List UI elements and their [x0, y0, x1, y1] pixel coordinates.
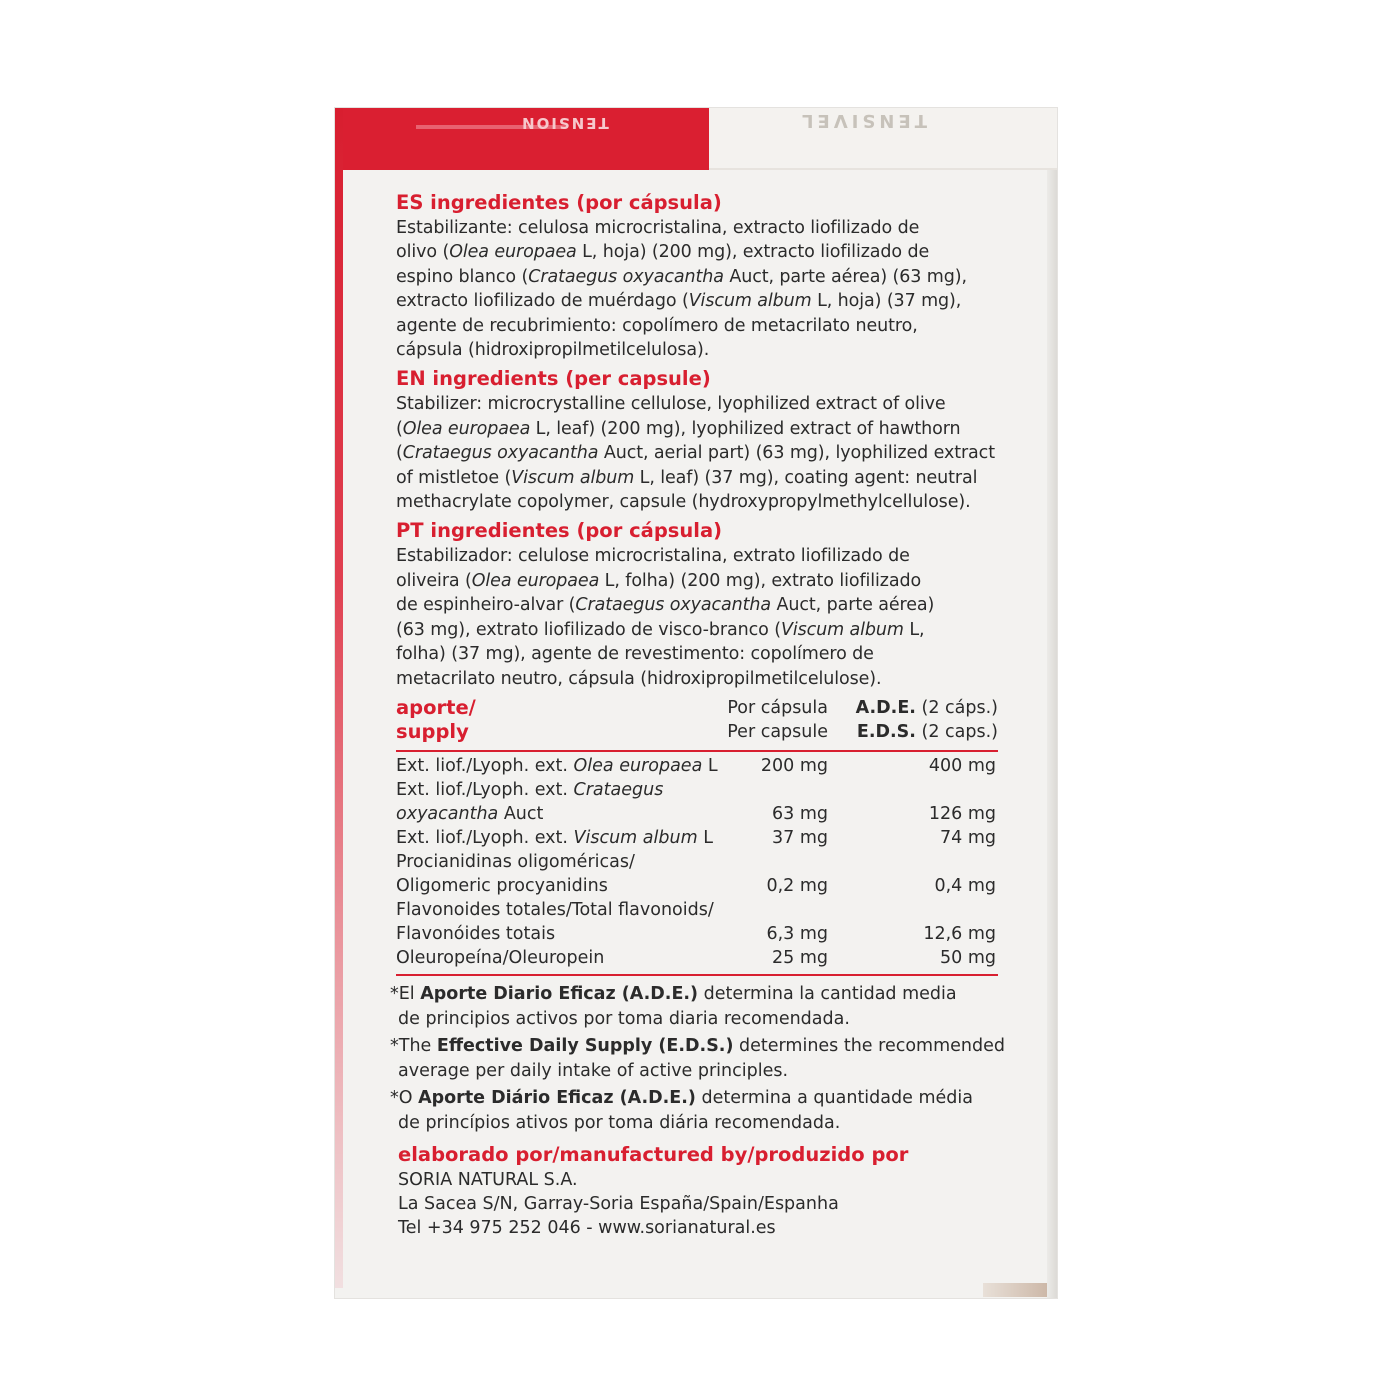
table-row: [396, 898, 998, 946]
footnote-line: *El Aporte Diario Eficaz (A.D.E.) determina la cantidad media: [390, 984, 957, 1004]
text-line: cápsula (hidroxipropilmetilcelulosa).: [396, 340, 710, 361]
text-line: (Crataegus oxyacantha Auct, aerial part) (63 mg), lyophilized extract: [396, 443, 995, 464]
text-line: (63 mg), extrato liofilizado de visco-branco (Viscum album L,: [396, 619, 925, 640]
row-label: Flavonóides totais: [396, 924, 556, 944]
per-capsule-value: 37 mg: [772, 828, 828, 848]
daily-supply-value: 126 mg: [928, 804, 996, 824]
table-row: [396, 850, 998, 898]
per-capsule-value: 0,2 mg: [766, 876, 828, 896]
footnote: [390, 982, 1010, 1032]
daily-supply-value: 12,6 mg: [923, 924, 996, 944]
flap-red-text: TENSION: [520, 114, 609, 132]
manufacturer-address: La Sacea S/N, Garray-Soria España/Spain/Espanha: [398, 1194, 839, 1214]
text-line: methacrylate copolymer, capsule (hydroxypropylmethylcellulose).: [396, 492, 971, 513]
section-text: [396, 392, 1006, 514]
text-line: agente de recubrimiento: copolímero de metacrilato neutro,: [396, 315, 918, 336]
supply-table: [396, 696, 998, 976]
table-row: [396, 778, 998, 826]
per-capsule-value: 200 mg: [760, 756, 828, 776]
footnote-line: de principios activos por toma diaria recomendada.: [398, 1009, 850, 1029]
daily-supply-value: 74 mg: [940, 828, 996, 848]
box-side-shade: [1047, 108, 1057, 1298]
flap-brand-text: TENSIVEL: [798, 110, 927, 131]
red-side-edge: [335, 108, 343, 1288]
per-capsule-value: 63 mg: [772, 804, 828, 824]
section-text: [396, 544, 1006, 690]
table-bottom-rule: [396, 974, 998, 976]
section-heading: ES ingredientes (por cápsula): [396, 191, 722, 214]
footnote-line: average per daily intake of active principles.: [398, 1061, 789, 1081]
section-heading: PT ingredientes (por cápsula): [396, 519, 723, 543]
row-label: Ext. liof./Lyoph. ext. Crataegus: [396, 780, 664, 800]
footnote-line: de princípios ativos por toma diária recomendada.: [398, 1113, 841, 1133]
daily-supply-value: 400 mg: [928, 756, 996, 776]
row-label: Ext. liof./Lyoph. ext. Viscum album L: [396, 828, 713, 848]
per-capsule-value: 6,3 mg: [766, 924, 828, 944]
row-label: Oligomeric procyanidins: [396, 876, 608, 896]
text-line: de espinheiro-alvar (Crataegus oxyacantha Auct, parte aérea): [396, 595, 935, 616]
manufacturer-contact: Tel +34 975 252 046 - www.sorianatural.es: [398, 1218, 776, 1238]
daily-supply-column-header: A.D.E. (2 cáps.) E.D.S. (2 caps.): [855, 698, 998, 742]
footnote-line: *The Effective Daily Supply (E.D.S.) determines the recommended: [390, 1036, 1005, 1056]
box-bottom-edge: [983, 1283, 1047, 1297]
daily-supply-value: 50 mg: [940, 948, 996, 968]
text-line: espino blanco (Crataegus oxyacantha Auct, parte aérea) (63 mg),: [396, 266, 967, 287]
text-line: folha) (37 mg), agente de revestimento: copolímero de: [396, 644, 874, 665]
section-text: [396, 216, 1006, 362]
text-line: (Olea europaea L, leaf) (200 mg), lyophilized extract of hawthorn: [396, 418, 961, 439]
ingredients-block: [396, 190, 1006, 695]
per-capsule-column-header: Por cápsula Per capsule: [727, 698, 828, 742]
text-line: Stabilizer: microcrystalline cellulose, lyophilized extract of olive: [396, 394, 946, 415]
text-line: metacrilato neutro, cápsula (hidroxipropilmetilcelulose).: [396, 668, 882, 689]
manufacturer-heading: elaborado por/manufactured by/produzido por: [398, 1143, 909, 1166]
text-line: of mistletoe (Viscum album L, leaf) (37 mg), coating agent: neutral: [396, 467, 978, 488]
row-label: oxyacantha Auct: [396, 804, 544, 824]
text-line: extracto liofilizado de muérdago (Viscum album L, hoja) (37 mg),: [396, 291, 962, 312]
manufacturer-name: SORIA NATURAL S.A.: [398, 1170, 578, 1190]
text-line: Estabilizador: celulose microcristalina, extrato liofilizado de: [396, 546, 910, 567]
supply-table-body: [396, 752, 998, 970]
row-label: Procianidinas oligoméricas/: [396, 852, 635, 872]
row-label: Ext. liof./Lyoph. ext. Olea europaea L: [396, 756, 718, 776]
daily-supply-value: 0,4 mg: [934, 876, 996, 896]
text-line: olivo (Olea europaea L, hoja) (200 mg), extracto liofilizado de: [396, 242, 930, 263]
row-label: Oleuropeína/Oleuropein: [396, 948, 605, 968]
table-row: [396, 754, 998, 778]
text-line: oliveira (Olea europaea L, folha) (200 mg), extrato liofilizado: [396, 570, 922, 591]
flap-fold-line: [709, 168, 1057, 170]
footnote: [390, 1086, 1010, 1136]
table-row: [396, 826, 998, 850]
footnotes: [390, 982, 1010, 1138]
text-line: Estabilizante: celulosa microcristalina, extracto liofilizado de: [396, 218, 920, 238]
supply-table-header: [396, 696, 998, 750]
manufacturer-block: [398, 1142, 1018, 1240]
footnote: [390, 1034, 1010, 1084]
section-heading: EN ingredients (per capsule): [396, 367, 711, 391]
table-row: [396, 946, 998, 970]
supply-table-title: aporte/ supply: [396, 696, 476, 743]
footnote-line: *O Aporte Diário Eficaz (A.D.E.) determina a quantidade média: [390, 1088, 973, 1108]
row-label: Flavonoides totales/Total flavonoids/: [396, 900, 714, 920]
per-capsule-value: 25 mg: [772, 948, 828, 968]
